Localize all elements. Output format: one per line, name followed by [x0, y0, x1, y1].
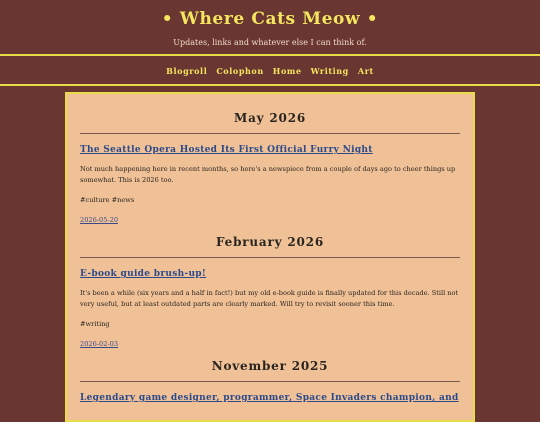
section-divider — [80, 133, 460, 134]
site-title: • Where Cats Meow • — [161, 9, 379, 29]
post-date-link[interactable]: 2026-02-03 — [80, 340, 119, 348]
month-heading: May 2026 — [233, 111, 306, 125]
post-date-link[interactable]: 2026-05-20 — [80, 216, 119, 224]
month-section-may-2026 — [80, 94, 460, 226]
month-heading: February 2026 — [216, 235, 324, 249]
post-body: It's been a while (six years and a half in fact!) but my old e-book guide is finally updated for this decade. Still not very useful, but at least outdated parts are clearly marked. Will try to revisit sooner this time. — [80, 289, 459, 308]
site-header — [0, 0, 540, 56]
post-tags: #writing — [80, 320, 110, 328]
post-title-link[interactable]: The Seattle Opera Hosted Its First Official Furry Night — [80, 145, 373, 155]
post-entry — [80, 268, 460, 350]
nav-link-art[interactable]: Art — [357, 66, 374, 76]
site-tagline: Updates, links and whatever else I can think of. — [173, 38, 367, 47]
month-section-november-2025 — [80, 350, 460, 404]
post-title-link[interactable]: E-book guide brush-up! — [80, 269, 207, 279]
month-section-february-2026 — [80, 226, 460, 350]
content-panel — [65, 92, 475, 422]
post-body: Not much happening here in recent months, so here's a newspiece from a couple of days ago to cheer things up somewhat. This is 2026 too. — [80, 165, 456, 184]
post-title-link[interactable]: Legendary game designer, programmer, Space Invaders champion, and — [80, 393, 459, 403]
nav-link-writing[interactable]: Writing — [310, 66, 349, 76]
post-entry — [80, 144, 460, 226]
section-divider — [80, 381, 460, 382]
post-entry — [80, 392, 460, 404]
month-heading: November 2025 — [211, 359, 329, 373]
post-tags: #culture #news — [80, 196, 135, 204]
section-divider — [80, 257, 460, 258]
main-nav — [0, 58, 540, 86]
nav-link-home[interactable]: Home — [272, 66, 302, 76]
nav-link-colophon[interactable]: Colophon — [216, 66, 264, 76]
nav-link-blogroll[interactable]: Blogroll — [166, 66, 208, 76]
